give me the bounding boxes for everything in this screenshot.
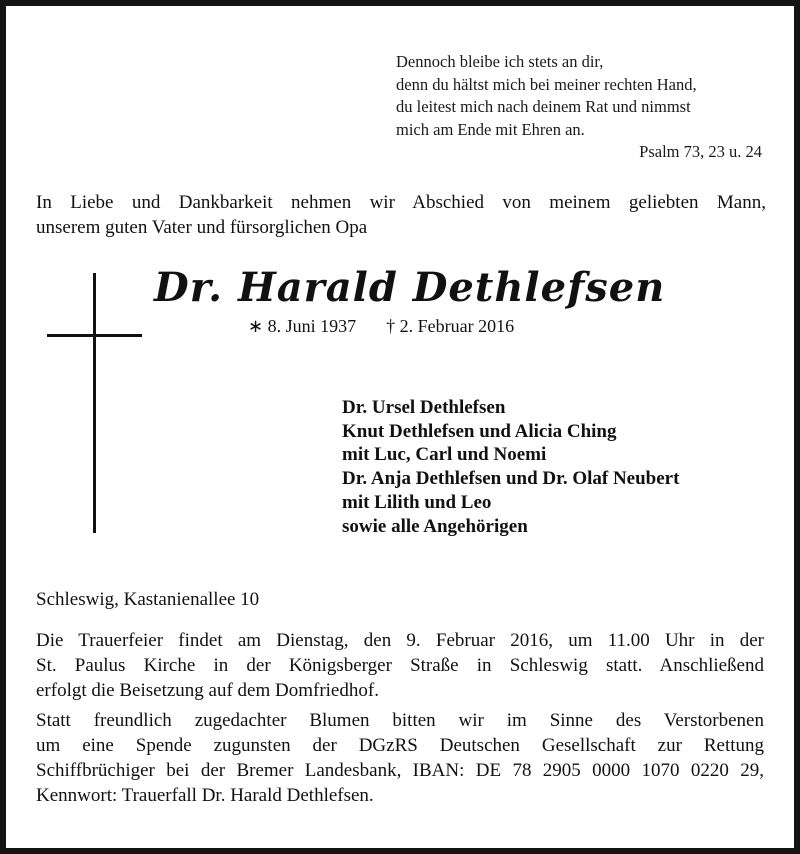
mourners-list: [342, 396, 679, 538]
birth-date: ∗ 8. Juni 1937: [248, 316, 357, 336]
donation-line: Statt freundlich zugedachter Blumen bitten wir im Sinne des Verstorbenen: [36, 710, 764, 731]
mourner-line: mit Luc, Carl und Noemi: [342, 444, 547, 466]
funeral-line: St. Paulus Kirche in der Königsberger Straße in Schleswig statt. Anschließend: [36, 655, 764, 676]
latin-cross-icon: [93, 273, 96, 533]
funeral-line: Die Trauerfeier findet am Dienstag, den 9. Februar 2016, um 11.00 Uhr in der: [36, 630, 764, 651]
donation-line: um eine Spende zugunsten der DGzRS Deutschen Gesellschaft zur Rettung: [36, 735, 764, 756]
death-date: † 2. Februar 2016: [386, 316, 515, 336]
funeral-line: erfolgt die Beisetzung auf dem Domfriedhof.: [36, 680, 379, 701]
intro-line: In Liebe und Dankbarkeit nehmen wir Abschied von meinem geliebten Mann,: [36, 192, 766, 213]
mourner-line: Dr. Anja Dethlefsen und Dr. Olaf Neubert: [342, 468, 680, 490]
donation-notice: [36, 708, 764, 808]
funeral-notice: [36, 628, 764, 703]
life-dates: [248, 314, 514, 338]
psalm-line: mich am Ende mit Ehren an.: [396, 119, 585, 139]
intro-line: unserem guten Vater und fürsorglichen Opa: [36, 217, 368, 238]
mourner-line: Dr. Ursel Dethlefsen: [342, 397, 506, 418]
latin-cross-icon-bar: [47, 334, 142, 337]
psalm-line: denn du hältst mich bei meiner rechten Hand,: [396, 74, 697, 94]
family-address: Schleswig, Kastanienallee 10: [36, 589, 260, 610]
psalm-line: du leitest mich nach deinem Rat und nimmst: [396, 97, 691, 116]
deceased-name: Dr. Harald Dethlefsen: [154, 264, 666, 311]
intro-text: [36, 190, 766, 240]
mourner-line: sowie alle Angehörigen: [342, 515, 528, 537]
mourner-line: Knut Dethlefsen und Alicia Ching: [342, 420, 617, 442]
mourner-line: mit Lilith und Leo: [342, 491, 492, 513]
psalm-quote: [396, 51, 766, 164]
donation-line: Kennwort: Trauerfall Dr. Harald Dethlefsen.: [36, 785, 374, 806]
psalm-reference: Psalm 73, 23 u. 24: [639, 142, 762, 161]
donation-line: Schiffbrüchiger bei der Bremer Landesbank, IBAN: DE 78 2905 0000 1070 0220 29,: [36, 760, 764, 781]
psalm-line: Dennoch bleibe ich stets an dir,: [396, 52, 604, 71]
